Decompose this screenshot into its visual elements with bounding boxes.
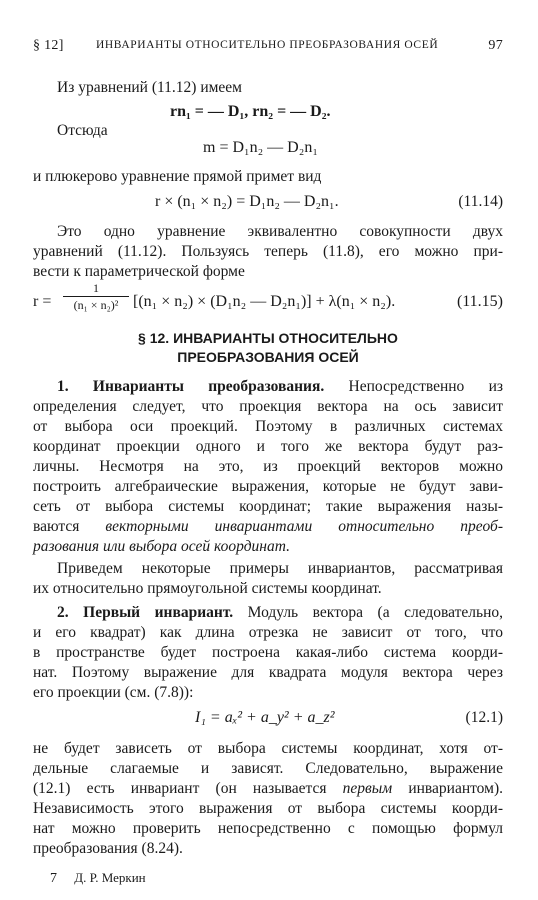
header-title: ИНВАРИАНТЫ ОТНОСИТЕЛЬНО ПРЕОБРАЗОВАНИЯ ОСЕЙ bbox=[96, 39, 439, 51]
section-heading: § 12. ИНВАРИАНТЫ ОТНОСИТЕЛЬНО bbox=[138, 330, 398, 346]
text-line: нат. Поэтому выражение для квадрата модуля вектора через bbox=[33, 664, 503, 681]
emphasis: первым bbox=[342, 780, 393, 797]
formula-12-1 bbox=[195, 707, 335, 729]
text-line: личны. Несмотря на это, из проекций векторов можно bbox=[33, 458, 503, 475]
fraction-denominator: (n₁ × n₂)² bbox=[73, 298, 119, 312]
signature-number: 7 bbox=[50, 871, 57, 886]
text-line: нат можно проверить непосредственно с помощью формул bbox=[33, 820, 503, 837]
text-line: разования или выбора осей координат. bbox=[33, 538, 290, 555]
text-line: определения следует, что проекция вектора на ось зависит bbox=[33, 398, 503, 415]
text-line: Отсюда bbox=[57, 122, 108, 139]
text-line: и плюкерово уравнение прямой примет вид bbox=[33, 168, 322, 185]
formula-11-15 bbox=[33, 281, 503, 321]
section-heading: ПРЕОБРАЗОВАНИЯ ОСЕЙ bbox=[177, 349, 359, 365]
text-line: (12.1) есть инвариант (он называется первым инвариантом). bbox=[33, 780, 503, 797]
formula-lhs: I₁ = bbox=[195, 709, 221, 726]
text-line: сеть от выбора системы координат; такие выражения назы- bbox=[33, 498, 503, 515]
paragraph-title: 2. Первый инвариант. bbox=[57, 604, 234, 621]
text-line: координат проекции одного и того же вектора будут раз- bbox=[33, 438, 503, 455]
formula-11-14: r × (n₁ × n₂) = D₁n₂ — D₂n₁. bbox=[155, 193, 339, 210]
equation-number: (11.15) bbox=[456, 293, 503, 310]
text-line: Независимость этого выражения от выбора системы коорди- bbox=[33, 800, 503, 817]
text-line: дельные слагаемые и зависят. Следовательно, выражение bbox=[33, 760, 503, 777]
text-line: Приведем некоторые примеры инвариантов, рассматривая bbox=[57, 560, 503, 577]
paragraph-title: 1. Инварианты преобразования. bbox=[57, 378, 325, 395]
fraction-numerator: 1 bbox=[93, 281, 99, 295]
page-number: 97 bbox=[488, 38, 503, 53]
signature-footer bbox=[50, 870, 146, 887]
equation-number: (11.14) bbox=[458, 193, 503, 210]
emphasis: векторными инвариантами относительно преоб- bbox=[105, 518, 503, 535]
formula-moment: m = D₁n₂ — D₂n₁ bbox=[203, 139, 318, 156]
text-line: Это одно уравнение эквивалентно совокупности двух bbox=[57, 223, 503, 240]
text-line: вести к параметрической форме bbox=[33, 263, 245, 280]
fraction-bar bbox=[63, 296, 129, 297]
running-header bbox=[33, 38, 503, 58]
text-line: ваются векторными инвариантами относительно преоб- bbox=[33, 518, 503, 535]
text-line: в пространстве будет построена какая-либо система коорди- bbox=[33, 644, 503, 661]
text-line: построить алгебраические выражения, которые не будут зави- bbox=[33, 478, 503, 495]
text-line: 1. Инварианты преобразования. Непосредственно из bbox=[57, 378, 503, 395]
text-line: их относительно прямоугольной системы координат. bbox=[33, 580, 382, 597]
header-section: § 12] bbox=[33, 38, 64, 53]
text-line: Из уравнений (11.12) имеем bbox=[57, 79, 242, 96]
formula-rhs: aₓ² + a_y² + a_z² bbox=[224, 709, 335, 726]
text-line: и его квадрат) как длина отрезка не зависит от того, что bbox=[33, 624, 503, 641]
text-line: от выбора оси проекций. Поэтому в различных системах bbox=[33, 418, 503, 435]
text-line: преобразования (8.24). bbox=[33, 840, 183, 857]
equation-number: (12.1) bbox=[465, 709, 503, 726]
formula-11-13: rn₁ = — D₁, rn₂ = — D₂. bbox=[170, 103, 331, 120]
text-line: его проекции (см. (7.8)): bbox=[33, 684, 194, 701]
text-line: не будет зависеть от выбора системы координат, хотя от- bbox=[33, 740, 503, 757]
formula-rhs: [(n₁ × n₂) × (D₁n₂ — D₂n₁)] + λ(n₁ × n₂). bbox=[133, 293, 396, 310]
author-name: Д. Р. Меркин bbox=[74, 870, 146, 885]
text-line: 2. Первый инвариант. Модуль вектора (а следовательно, bbox=[57, 604, 503, 621]
text-line: уравнений (11.12). Пользуясь теперь (11.8), его можно при- bbox=[33, 243, 503, 260]
formula-lhs: r = bbox=[33, 293, 52, 310]
